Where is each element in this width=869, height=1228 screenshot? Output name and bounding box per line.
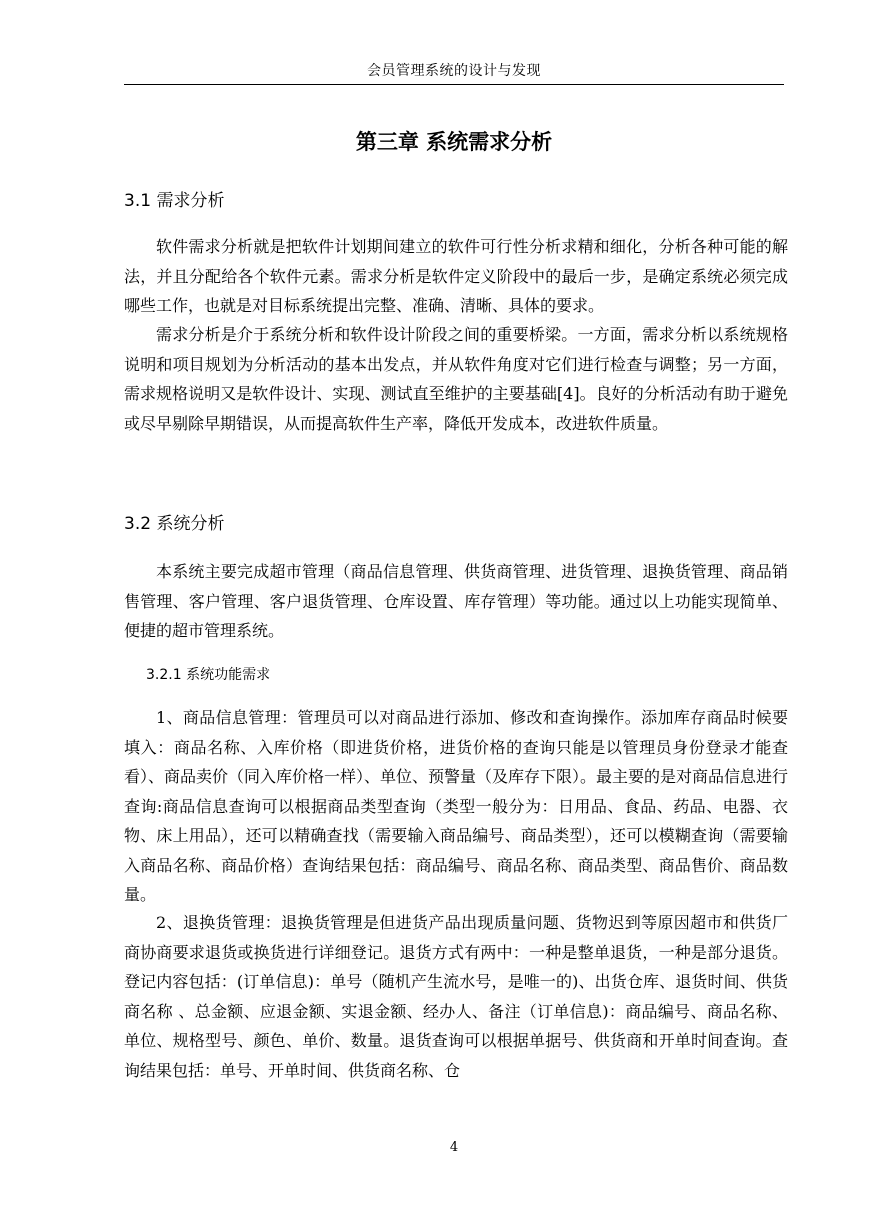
section-heading-3-2: 3.2 系统分析 — [124, 514, 225, 534]
page-number: 4 — [449, 1140, 459, 1155]
header-divider — [124, 84, 784, 85]
paragraph: 2、退换货管理：退换货管理是但进货产品出现质量问题、货物迟到等原因超市和供货厂商协商要求退货或换货进行详细登记。退货方式有两中：一种是整单退货，一种是部分退货。登记内容包括：(订单信息)：单号（随机产生流水号，是唯一的)、出货仓库、退货时间、供货商名称 、总金额、应退金额、实退金额、经办人、备注（订单信息)：商品编号、商品名称、单位、规格型号、颜色、单价、数量。退货查询可以根据单据号、供货商和开单时间查询。查询结果包括：单号、开单时间、供货商名称、仓 — [124, 913, 788, 1080]
subsection-heading-3-2-1: 3.2.1 系统功能需求 — [146, 667, 271, 683]
chapter-title: 第三章 系统需求分析 — [355, 130, 553, 154]
paragraph: 本系统主要完成超市管理（商品信息管理、供货商管理、进货管理、退换货管理、商品销售管理、客户管理、客户退货管理、仓库设置、库存管理）等功能。通过以上功能实现简单、便捷的超市管理系统。 — [124, 562, 788, 640]
paragraph: 1、商品信息管理：管理员可以对商品进行添加、修改和查询操作。添加库存商品时候要填入：商品名称、入库价格（即进货价格，进货价格的查询只能是以管理员身份登录才能查看）、商品卖价（同入库价格一样）、单位、预警量（及库存下限）。最主要的是对商品信息进行查询:商品信息查询可以根据商品类型查询（类型一般分为：日用品、食品、药品、电器、衣物、床上用品），还可以精确查找（需要输入商品编号、商品类型），还可以模糊查询（需要输入商品名称、商品价格）查询结果包括：商品编号、商品名称、商品类型、商品售价、商品数量。 — [124, 708, 789, 904]
running-header: 会员管理系统的设计与发现 — [367, 63, 541, 79]
paragraph: 需求分析是介于系统分析和软件设计阶段之间的重要桥梁。一方面，需求分析以系统规格说明和项目规划为分析活动的基本出发点，并从软件角度对它们进行检查与调整；另一方面，需求规格说明又是软件设计、实现、测试直至维护的主要基础[4]。良好的分析活动有助于避免或尽早剔除早期错误，从而提高软件生产率，降低开发成本，改进软件质量。 — [124, 325, 788, 433]
section-heading-3-1: 3.1 需求分析 — [124, 191, 225, 211]
paragraph: 软件需求分析就是把软件计划期间建立的软件可行性分析求精和细化，分析各种可能的解法，并且分配给各个软件元素。需求分析是软件定义阶段中的最后一步，是确定系统必须完成哪些工作，也就是对目标系统提出完整、准确、清晰、具体的要求。 — [124, 237, 788, 315]
